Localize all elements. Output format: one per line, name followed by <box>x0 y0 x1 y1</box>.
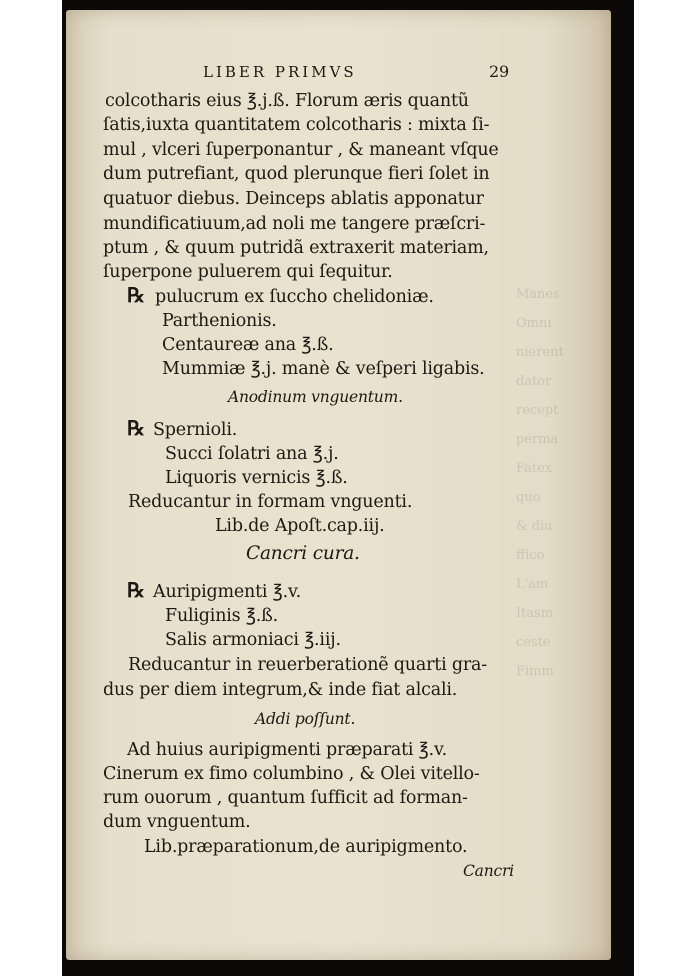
recipe-instruction: Reducantur in formam vnguenti. <box>128 492 413 512</box>
bleed-through-word: dator <box>516 374 552 389</box>
recipe-line: Auripigmenti ℥.v. <box>153 582 301 602</box>
recipe-symbol-icon: ℞ <box>127 283 145 307</box>
text-line: ſatis,iuxta quantitatem colcotharis : mixta ſi- <box>103 115 490 135</box>
recipe-line: Salis armoniaci ℥.iij. <box>165 630 341 650</box>
bleed-through-word: Fimm <box>516 664 554 679</box>
bleed-through-text <box>516 280 611 880</box>
text-line: mundificatiuum,ad noli me tangere præſcri- <box>103 214 486 234</box>
recipe-line: Centaureæ ana ℥.ß. <box>162 335 334 355</box>
recipe-reference: Lib.de Apoſt.cap.iij. <box>215 516 385 536</box>
bleed-through-word: perma <box>516 432 559 447</box>
bleed-through-word: Manes <box>516 287 560 302</box>
bleed-through-word: nierent <box>516 345 564 360</box>
bleed-through-word: Fatex <box>516 461 553 476</box>
text-line: ptum , & quum putridã extraxerit materiam, <box>103 238 489 258</box>
recipe-line: Fuliginis ℥.ß. <box>165 606 278 626</box>
heading-anodinum: Anodinum vnguentum. <box>228 388 403 406</box>
bleed-through-word: quo <box>516 490 541 505</box>
text-line: ſuperpone puluerem qui ſequitur. <box>103 262 393 282</box>
heading-addi-possunt: Addi poſſunt. <box>255 710 356 728</box>
catchword: Cancri <box>463 862 514 880</box>
recipe-line: Succi ſolatri ana ℥.j. <box>165 444 339 464</box>
recipe-line: pulucrum ex ſuccho chelidoniæ. <box>155 287 434 307</box>
recipe-symbol-icon: ℞ <box>127 416 145 440</box>
text-line: rum ouorum , quantum ſufficit ad forman- <box>103 788 468 808</box>
page-number: 29 <box>489 62 509 81</box>
reference-final: Lib.præparationum,de auripigmento. <box>144 837 468 857</box>
text-line: Cinerum ex fimo columbino , & Olei vitello- <box>103 764 480 784</box>
bleed-through-word: Itasm <box>516 606 554 621</box>
running-head-title: LIBER PRIMVS <box>203 63 357 81</box>
recipe-line: Mummiæ ℥.j. manè & veſperi ligabis. <box>162 359 485 379</box>
bleed-through-word: ceste <box>516 635 551 650</box>
heading-cancri-cura: Cancri cura. <box>246 543 360 564</box>
recipe-line: Liquoris vernicis ℥.ß. <box>165 468 348 488</box>
bleed-through-word: ffico <box>516 548 545 563</box>
text-line: dum vnguentum. <box>103 812 251 832</box>
text-line: Ad huius auripigmenti præparati ℥.v. <box>127 740 447 760</box>
bleed-through-word: & diu <box>516 519 553 534</box>
bleed-through-word: L'am <box>516 577 549 592</box>
recipe-instruction: dus per diem integrum,& inde fiat alcali. <box>103 680 458 700</box>
text-line: mul , vlceri ſuperponantur , & maneant vſque <box>103 140 499 160</box>
text-line: colcotharis eius ℥.j.ß. Florum æris quantũ <box>105 91 469 111</box>
recipe-instruction: Reducantur in reuerberationẽ quarti gra- <box>128 655 487 675</box>
recipe-line: Parthenionis. <box>162 311 277 331</box>
bleed-through-word: Omni <box>516 316 552 331</box>
bleed-through-word: recept <box>516 403 559 418</box>
recipe-symbol-icon: ℞ <box>127 578 145 602</box>
text-line: dum putrefiant, quod plerunque fieri ſolet in <box>103 164 490 184</box>
recipe-line: Spernioli. <box>153 420 238 440</box>
text-line: quatuor diebus. Deinceps ablatis apponatur <box>103 189 484 209</box>
